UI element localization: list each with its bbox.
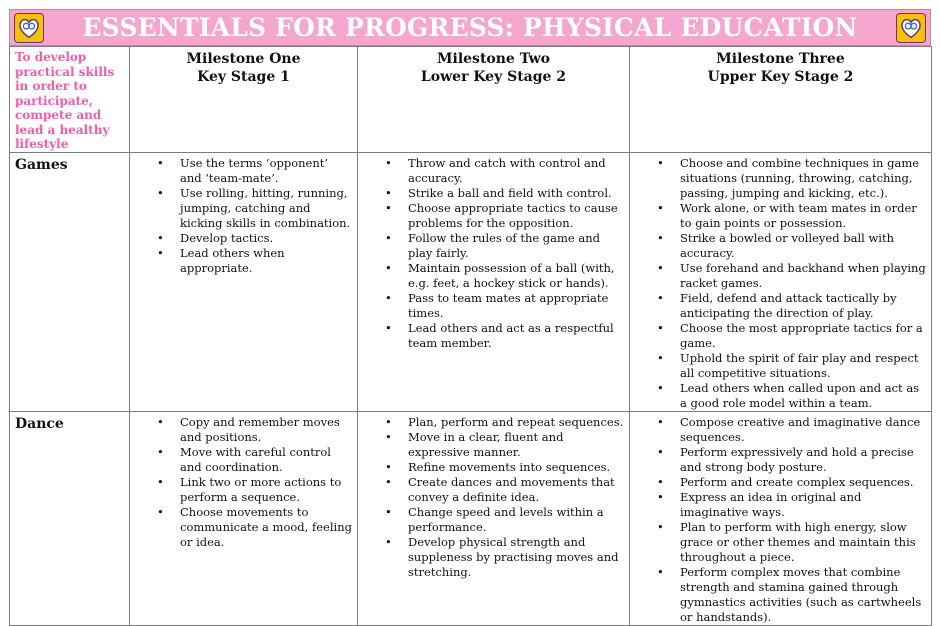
objective-item: • Move with careful control and coordination. xyxy=(180,445,353,475)
games-row xyxy=(10,152,932,411)
objective-item: • Perform complex moves that combine strength and stamina gained through gymnastics activities (such as cartwheels or handstands). xyxy=(680,565,927,625)
objective-item: • Perform and create complex sequences. xyxy=(680,475,927,490)
objective-item: • Perform expressively and hold a precise and strong body posture. xyxy=(680,445,927,475)
objective-item: • Strike a ball and field with control. xyxy=(408,186,625,201)
objective-item: • Lead others when called upon and act as a good role model within a team. xyxy=(680,381,927,411)
objective-item: • Link two or more actions to perform a sequence. xyxy=(180,475,353,505)
objective-item: • Throw and catch with control and accuracy. xyxy=(408,156,625,186)
objective-list xyxy=(630,153,931,411)
milestone-title: Milestone Three xyxy=(716,51,845,67)
objective-item: • Field, defend and attack tactically by anticipating the direction of play. xyxy=(680,291,927,321)
milestone-header xyxy=(358,47,630,153)
area-name: Dance xyxy=(15,415,64,432)
objective-item: • Plan, perform and repeat sequences. xyxy=(408,415,625,430)
objective-item: • Pass to team mates at appropriate times. xyxy=(408,291,625,321)
objective-item: • Choose appropriate tactics to cause problems for the opposition. xyxy=(408,201,625,231)
page-title: ESSENTIALS FOR PROGRESS: PHYSICAL EDUCATION xyxy=(82,13,858,42)
intro-text: To develop practical skills in order to participate, compete and lead a healthy lifestyle xyxy=(15,50,115,151)
objective-item: • Lead others when appropriate. xyxy=(180,246,353,276)
area-cell xyxy=(10,152,130,411)
objective-item: • Create dances and movements that convey a definite idea. xyxy=(408,475,625,505)
objective-item: • Follow the rules of the game and play fairly. xyxy=(408,231,625,261)
objective-item: • Use forehand and backhand when playing racket games. xyxy=(680,261,927,291)
milestone-header xyxy=(630,47,932,153)
objective-list xyxy=(630,412,931,625)
objectives-cell xyxy=(630,411,932,625)
objective-list xyxy=(358,412,629,580)
objective-item: • Compose creative and imaginative dance sequences. xyxy=(680,415,927,445)
dance-row xyxy=(10,411,932,625)
area-cell xyxy=(10,411,130,625)
objective-item: • Choose movements to communicate a mood, feeling or idea. xyxy=(180,505,353,550)
objective-item: • Change speed and levels within a performance. xyxy=(408,505,625,535)
objective-item: • Uphold the spirit of fair play and respect all competitive situations. xyxy=(680,351,927,381)
objectives-cell xyxy=(358,152,630,411)
objective-item: • Develop physical strength and suppleness by practising moves and stretching. xyxy=(408,535,625,580)
milestone-stage: Key Stage 1 xyxy=(197,69,290,85)
objective-item: • Refine movements into sequences. xyxy=(408,460,625,475)
school-logo-icon xyxy=(896,13,926,43)
header-row xyxy=(10,47,932,153)
objective-item: • Maintain possession of a ball (with, e.g. feet, a hockey stick or hands). xyxy=(408,261,625,291)
title-banner xyxy=(9,9,931,46)
milestone-title: Milestone Two xyxy=(437,51,550,67)
objectives-cell xyxy=(130,152,358,411)
intro-cell xyxy=(10,47,130,153)
objective-list xyxy=(358,153,629,351)
objective-item: • Use rolling, hitting, running, jumping, catching and kicking skills in combination. xyxy=(180,186,353,231)
objective-item: • Use the terms ‘opponent’ and ‘team-mate’. xyxy=(180,156,353,186)
milestone-title: Milestone One xyxy=(186,51,301,67)
objective-item: • Work alone, or with team mates in order to gain points or possession. xyxy=(680,201,927,231)
objective-item: • Choose and combine techniques in game situations (running, throwing, catching, passing, jumping and kicking, etc.). xyxy=(680,156,927,201)
objective-list xyxy=(130,412,357,550)
progress-table xyxy=(9,46,932,626)
objective-item: • Lead others and act as a respectful team member. xyxy=(408,321,625,351)
objective-item: • Copy and remember moves and positions. xyxy=(180,415,353,445)
objectives-cell xyxy=(358,411,630,625)
milestone-stage: Lower Key Stage 2 xyxy=(420,69,567,85)
objectives-cell xyxy=(630,152,932,411)
milestone-stage: Upper Key Stage 2 xyxy=(707,69,854,85)
objective-item: • Develop tactics. xyxy=(180,231,353,246)
objective-list xyxy=(130,153,357,276)
objective-item: • Express an idea in original and imaginative ways. xyxy=(680,490,927,520)
objectives-cell xyxy=(130,411,358,625)
objective-item: • Strike a bowled or volleyed ball with accuracy. xyxy=(680,231,927,261)
area-name: Games xyxy=(15,156,68,173)
objective-item: • Plan to perform with high energy, slow grace or other themes and maintain this throughout a piece. xyxy=(680,520,927,565)
milestone-header xyxy=(130,47,358,153)
objective-item: • Choose the most appropriate tactics for a game. xyxy=(680,321,927,351)
objective-item: • Move in a clear, fluent and expressive manner. xyxy=(408,430,625,460)
